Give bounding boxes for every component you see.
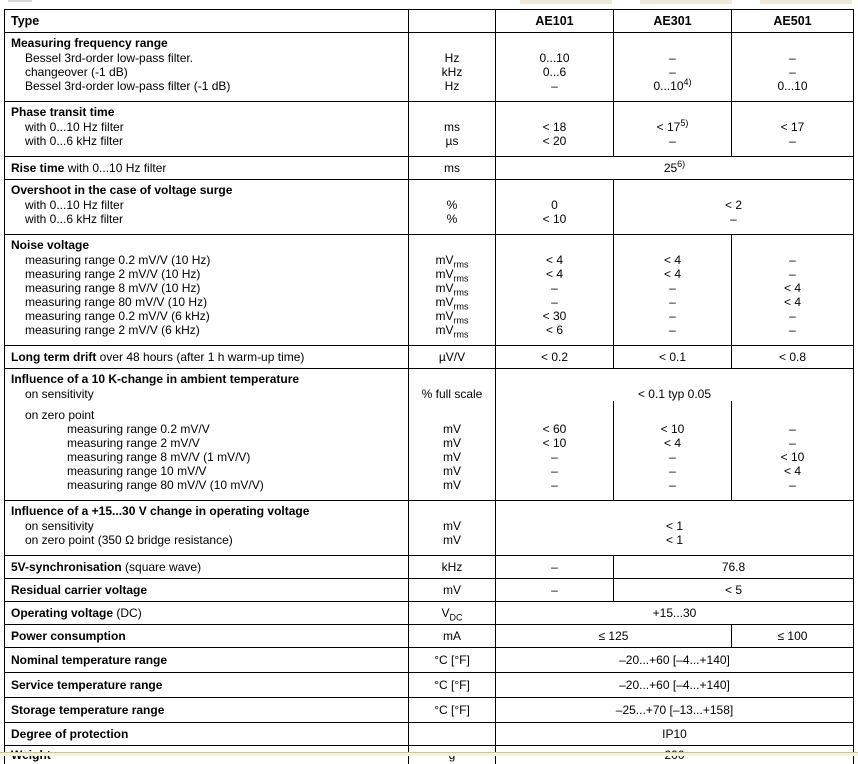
column-header-ae501: AE501 — [732, 10, 854, 33]
spec-row-on-zero-point-350-bridge-resistance — [5, 533, 854, 556]
spec-row-measuring-range-0-2-mv-v — [5, 422, 854, 436]
unit-cell: ms — [409, 120, 496, 134]
row-label: measuring range 8 mV/V (1 mV/V) — [67, 450, 251, 464]
value-cell: –20...+60 [–4...+140] — [496, 648, 854, 673]
section-influence-ambient-temperature — [5, 369, 854, 501]
value-cell: < 6 — [496, 323, 614, 346]
spec-row-with-0-10-hz-filter — [5, 198, 854, 212]
clipped-row-artifact — [8, 0, 32, 2]
value-cell: – — [496, 450, 614, 464]
value-cell: < 1 — [496, 519, 854, 533]
empty-cell — [614, 235, 732, 254]
row-label: measuring range 2 mV/V (10 Hz) — [25, 267, 201, 281]
unit-cell: kHz — [409, 556, 496, 579]
spec-row-changeover-1-db — [5, 65, 854, 79]
row-label: changeover (-1 dB) — [25, 65, 128, 79]
value-cell: 0...6 — [496, 65, 614, 79]
empty-cell — [496, 369, 854, 388]
row-label: measuring range 0.2 mV/V (10 Hz) — [25, 253, 211, 267]
value-cell: – — [614, 323, 732, 346]
unit-cell: $mV_{rms}$ — [409, 309, 496, 323]
section-title-row-influence-of-a-15-30-v-change-in-operating-volta — [5, 501, 854, 520]
column-header-type: Type — [11, 14, 40, 28]
unit-cell: µs — [409, 134, 496, 157]
row-label: Nominal temperature range — [11, 653, 168, 667]
unit-cell — [409, 401, 496, 422]
value-cell: – — [732, 267, 854, 281]
spec-row-measuring-range-2-mv-v-6-khz — [5, 323, 854, 346]
row-label: Rise time with 0...10 Hz filter — [11, 161, 167, 175]
value-cell: – — [614, 309, 732, 323]
unit-cell: mV — [409, 533, 496, 556]
column-header-ae301: AE301 — [614, 10, 732, 33]
spec-row-on-sensitivity — [5, 519, 854, 533]
value-cell: +15...30 — [496, 602, 854, 625]
section-service-temperature-range — [5, 673, 854, 698]
row-label: Phase transit time — [11, 105, 115, 119]
empty-cell — [496, 102, 614, 121]
value-cell: < 4 — [496, 267, 614, 281]
empty-cell — [732, 235, 854, 254]
unit-cell: mV — [409, 464, 496, 478]
value-cell: – — [496, 478, 614, 501]
unit-cell: $mV_{rms}$ — [409, 281, 496, 295]
spec-row-measuring-range-80-mv-v-10-hz — [5, 295, 854, 309]
value-cell: – — [614, 65, 732, 79]
unit-cell — [409, 235, 496, 254]
value-cell: < 4 — [614, 267, 732, 281]
section-residual-carrier-voltage — [5, 579, 854, 602]
value-cell: – — [732, 253, 854, 267]
section-title-row-overshoot-in-the-case-of-voltage-surge — [5, 180, 854, 199]
empty-cell — [496, 235, 614, 254]
unit-cell: mV — [409, 436, 496, 450]
value-cell: < 18 — [496, 120, 614, 134]
section-measuring-frequency-range — [5, 33, 854, 102]
value-cell: < 0.1 — [614, 346, 732, 369]
row-label: Measuring frequency range — [11, 36, 168, 50]
row-label: on zero point (350 Ω bridge resistance) — [25, 533, 233, 547]
value-cell: – — [614, 295, 732, 309]
value-cell: < 4 — [732, 464, 854, 478]
unit-cell: $V_{DC}$ — [409, 602, 496, 625]
row-label: Noise voltage — [11, 238, 90, 252]
section-overshoot-voltage-surge — [5, 180, 854, 235]
unit-cell — [409, 102, 496, 121]
column-header-ae101: AE101 — [496, 10, 614, 33]
unit-cell: °C [°F] — [409, 698, 496, 723]
section-rise-time — [5, 157, 854, 180]
row-label: with 0...6 kHz filter — [25, 134, 124, 148]
unit-cell: ms — [409, 157, 496, 180]
unit-cell — [409, 723, 496, 746]
spec-row-measuring-range-10-mv-v — [5, 464, 854, 478]
row-label: Storage temperature range — [11, 703, 165, 717]
unit-cell: µV/V — [409, 346, 496, 369]
value-cell: – — [732, 478, 854, 501]
spec-row-rise-time — [5, 157, 854, 180]
unit-cell: % — [409, 212, 496, 235]
value-cell: < 1 — [496, 533, 854, 556]
row-label: Influence of a 10 K-change in ambient temperature — [11, 372, 300, 386]
unit-cell: kHz — [409, 65, 496, 79]
table-header — [5, 10, 854, 33]
row-label: with 0...10 Hz filter — [25, 198, 124, 212]
unit-cell: $mV_{rms}$ — [409, 295, 496, 309]
row-label: Bessel 3rd-order low-pass filter (-1 dB) — [25, 79, 231, 93]
spec-row-long-term-drift — [5, 346, 854, 369]
spec-row-measuring-range-80-mv-v-10-mv-v — [5, 478, 854, 501]
selection-highlight-strip — [0, 752, 858, 756]
value-cell: – — [496, 579, 614, 602]
empty-cell — [732, 102, 854, 121]
empty-cell — [496, 501, 854, 520]
value-cell: 76.8 — [614, 556, 854, 579]
section-title-row-influence-of-a-10-k-change-in-ambient-temperatur — [5, 369, 854, 388]
spec-row-service-temperature-range — [5, 673, 854, 698]
row-label: with 0...6 kHz filter — [25, 212, 124, 226]
row-label: measuring range 0.2 mV/V (6 kHz) — [25, 309, 210, 323]
row-label: Power consumption — [11, 629, 126, 643]
value-cell: – — [732, 65, 854, 79]
unit-cell: °C [°F] — [409, 648, 496, 673]
value-cell: 0...10$^{4)}$ — [614, 79, 732, 102]
value-cell: < 4 — [614, 436, 732, 450]
value-cell: < 60 — [496, 422, 614, 436]
spec-row-degree-of-protection — [5, 723, 854, 746]
section-degree-of-protection — [5, 723, 854, 746]
value-cell: < 10 — [496, 436, 614, 450]
section-title-row-phase-transit-time — [5, 102, 854, 121]
section-5v-synchronisation — [5, 556, 854, 579]
section-noise-voltage — [5, 235, 854, 346]
spec-row-operating-voltage — [5, 602, 854, 625]
spec-row-power-consumption — [5, 625, 854, 648]
header-row — [5, 10, 854, 33]
empty-cell — [614, 33, 732, 52]
spec-row-with-0-6-khz-filter — [5, 212, 854, 235]
spec-row-measuring-range-8-mv-v-1-mv-v — [5, 450, 854, 464]
row-label: Bessel 3rd-order low-pass filter. — [25, 51, 194, 65]
section-power-consumption — [5, 625, 854, 648]
row-label: Influence of a +15...30 V change in operating voltage — [11, 504, 310, 518]
section-storage-temperature-range — [5, 698, 854, 723]
value-cell: – — [496, 79, 614, 102]
value-cell: – — [732, 134, 854, 157]
unit-cell: °C [°F] — [409, 673, 496, 698]
row-label: measuring range 80 mV/V (10 Hz) — [25, 295, 208, 309]
spec-row-5v-synchronisation — [5, 556, 854, 579]
value-cell: 0...10 — [496, 51, 614, 65]
spec-row-residual-carrier-voltage — [5, 579, 854, 602]
clipped-row-artifact — [520, 0, 612, 4]
section-nominal-temperature-range — [5, 648, 854, 673]
row-label: measuring range 80 mV/V (10 mV/V) — [67, 478, 264, 492]
spec-row-storage-temperature-range — [5, 698, 854, 723]
unit-cell — [409, 180, 496, 199]
empty-cell — [614, 102, 732, 121]
row-label: Long term drift over 48 hours (after 1 h warm-up time) — [11, 350, 305, 364]
spec-row-measuring-range-0-2-mv-v-10-hz — [5, 253, 854, 267]
value-cell: < 17 — [732, 120, 854, 134]
value-cell: < 5 — [614, 579, 854, 602]
value-cell: < 0.1 typ 0.05 — [496, 387, 854, 401]
unit-cell: % — [409, 198, 496, 212]
value-cell: – — [732, 309, 854, 323]
empty-cell — [732, 401, 854, 422]
value-cell: < 0.8 — [732, 346, 854, 369]
empty-cell — [496, 401, 614, 422]
empty-cell — [614, 401, 732, 422]
section-title-row-noise-voltage — [5, 235, 854, 254]
value-cell: – — [732, 436, 854, 450]
row-label: measuring range 0.2 mV/V — [67, 422, 210, 436]
row-label: measuring range 8 mV/V (10 Hz) — [25, 281, 201, 295]
row-label: Service temperature range — [11, 678, 163, 692]
value-cell: 25$^{6)}$ — [496, 157, 854, 180]
value-cell: ≤ 100 — [732, 625, 854, 648]
spec-row-measuring-range-0-2-mv-v-6-khz — [5, 309, 854, 323]
value-cell: – — [614, 464, 732, 478]
value-cell: – — [614, 134, 732, 157]
value-cell: – — [614, 478, 732, 501]
section-influence-operating-voltage — [5, 501, 854, 556]
value-cell: – — [496, 295, 614, 309]
unit-cell: % full scale — [409, 387, 496, 401]
value-cell: 0...10 — [732, 79, 854, 102]
section-title-row-measuring-frequency-range — [5, 33, 854, 52]
unit-cell — [409, 369, 496, 388]
spec-row-bessel-3rd-order-low-pass-filter-1-db — [5, 79, 854, 102]
row-label: 5V-synchronisation (square wave) — [11, 560, 202, 574]
value-cell: < 10 — [614, 422, 732, 436]
value-cell: – — [732, 323, 854, 346]
unit-cell: mV — [409, 422, 496, 436]
value-cell: – — [496, 281, 614, 295]
row-label: Residual carrier voltage — [11, 583, 148, 597]
value-cell: < 0.2 — [496, 346, 614, 369]
value-cell: –20...+60 [–4...+140] — [496, 673, 854, 698]
empty-cell — [614, 180, 854, 199]
value-cell: 0 — [496, 198, 614, 212]
section-long-term-drift — [5, 346, 854, 369]
unit-cell: mV — [409, 519, 496, 533]
value-cell: – — [614, 51, 732, 65]
unit-cell: $mV_{rms}$ — [409, 253, 496, 267]
empty-cell — [732, 33, 854, 52]
column-header-unit — [409, 10, 496, 33]
section-operating-voltage — [5, 602, 854, 625]
unit-cell: mV — [409, 478, 496, 501]
row-label: on sensitivity — [25, 519, 94, 533]
clipped-row-artifact — [640, 0, 732, 4]
empty-cell — [496, 33, 614, 52]
value-cell: < 20 — [496, 134, 614, 157]
unit-cell: $mV_{rms}$ — [409, 323, 496, 346]
value-cell: –25...+70 [–13...+158] — [496, 698, 854, 723]
value-cell: < 30 — [496, 309, 614, 323]
value-cell: < 4 — [732, 281, 854, 295]
section-phase-transit-time — [5, 102, 854, 157]
spec-row-bessel-3rd-order-low-pass-filter — [5, 51, 854, 65]
value-cell: < 10 — [496, 212, 614, 235]
spec-row-with-0-6-khz-filter — [5, 134, 854, 157]
value-cell: – — [732, 51, 854, 65]
unit-cell: mV — [409, 450, 496, 464]
row-label: Operating voltage (DC) — [11, 606, 142, 620]
row-label: on sensitivity — [25, 387, 94, 401]
spec-row-measuring-range-2-mv-v-10-hz — [5, 267, 854, 281]
spec-row-nominal-temperature-range — [5, 648, 854, 673]
value-cell: < 4 — [496, 253, 614, 267]
row-label: on zero point — [25, 408, 95, 422]
value-cell: – — [496, 464, 614, 478]
value-cell: – — [732, 422, 854, 436]
value-cell: < 4 — [614, 253, 732, 267]
clipped-row-artifact — [760, 0, 852, 4]
value-cell: – — [614, 450, 732, 464]
unit-cell: $mV_{rms}$ — [409, 267, 496, 281]
row-label: measuring range 2 mV/V (6 kHz) — [25, 323, 200, 337]
value-cell: IP10 — [496, 723, 854, 746]
unit-cell — [409, 501, 496, 520]
spec-row-with-0-10-hz-filter — [5, 120, 854, 134]
row-label: Overshoot in the case of voltage surge — [11, 183, 233, 197]
value-cell: < 4 — [732, 295, 854, 309]
unit-cell: Hz — [409, 79, 496, 102]
empty-cell — [496, 180, 614, 199]
spec-row-measuring-range-2-mv-v — [5, 436, 854, 450]
spec-row-on-zero-point — [5, 401, 854, 422]
value-cell: ≤ 125 — [496, 625, 732, 648]
row-label: Degree of protection — [11, 727, 129, 741]
value-cell: < 10 — [732, 450, 854, 464]
specifications-table — [4, 9, 854, 764]
unit-cell: Hz — [409, 51, 496, 65]
spec-row-measuring-range-8-mv-v-10-hz — [5, 281, 854, 295]
unit-cell: mV — [409, 579, 496, 602]
spec-row-on-sensitivity — [5, 387, 854, 401]
row-label: measuring range 2 mV/V — [67, 436, 200, 450]
value-cell: < $17^{5)}$ — [614, 120, 732, 134]
unit-cell — [409, 33, 496, 52]
value-cell: – — [496, 556, 614, 579]
row-label: with 0...10 Hz filter — [25, 120, 124, 134]
value-cell: – — [614, 212, 854, 235]
row-label: measuring range 10 mV/V — [67, 464, 207, 478]
value-cell: < 2 — [614, 198, 854, 212]
unit-cell: mA — [409, 625, 496, 648]
value-cell: – — [614, 281, 732, 295]
